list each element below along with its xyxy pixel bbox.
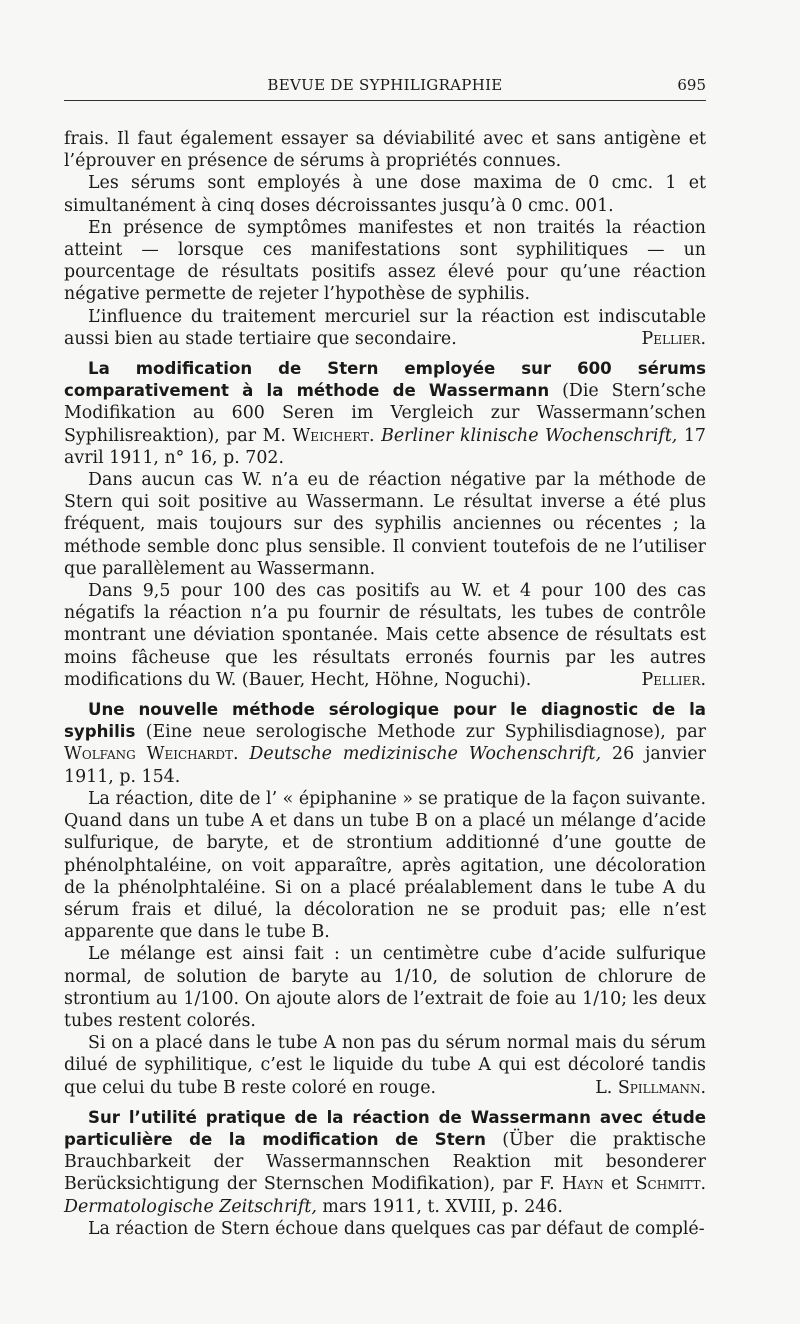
paragraph-text: L’influence du traitement mercuriel sur la réaction est indiscutable aussi bien au stade tertiaire que secondaire. bbox=[64, 306, 706, 349]
journal-title: BEVUE DE SYPHILIGRAPHIE bbox=[267, 76, 503, 94]
paragraph: Le mélange est ainsi fait : un centimètre cube d’acide sulfurique normal, de solution de baryte au 1/10, de solution de chlorure de strontium au 1/100. On ajoute alors de l’extrait de foie au 1/10; les deux tubes restent colorés. bbox=[64, 944, 706, 1031]
signature: Pellier. bbox=[641, 669, 706, 690]
article-reference: (Die Stern’sche Modifikation au 600 Seren im Vergleich zur Wassermann’schen Syphilisreaktion), par M. bbox=[64, 381, 707, 446]
running-header bbox=[64, 74, 706, 101]
page-body bbox=[64, 128, 706, 1240]
article-heading: Une nouvelle méthode sérologique pour le diagnostic de la syphilis (Eine neue serologische Methode zur Syphilisdiagnose), par Wolfang Weichardt. Deutsche medizinische Wochenschrift, 26 janvier 1911, p. 154. bbox=[64, 700, 706, 787]
paragraph-text: Dans 9,5 pour 100 des cas positifs au W. et 4 pour 100 des cas négatifs la réaction n’a pu fournir de résultats, les tubes de contrôle montrant une déviation spontanée. Mais cette absence de résultats est moins fâcheuse que les résultats erronés fournis par les autres modifications du W. (Bauer, Hecht, Höhne, Noguchi). bbox=[64, 581, 706, 690]
publication-date: mars 1911, t. XVIII, p. 246. bbox=[316, 1196, 563, 1217]
signature: L. Spillmann. bbox=[595, 1077, 706, 1098]
paragraph bbox=[64, 1032, 706, 1099]
signature: Pellier. bbox=[641, 328, 706, 349]
publication-date: 26 janvier 1911, p. 154. bbox=[64, 744, 706, 787]
paragraph: Les sérums sont employés à une dose maxima de 0 cmc. 1 et simultanément à cinq doses décroissantes jusqu’à 0 cmc. 001. bbox=[64, 173, 706, 216]
article-author: Schmitt bbox=[635, 1174, 701, 1195]
paragraph: La réaction de Stern échoue dans quelques cas par défaut de complé- bbox=[88, 1218, 705, 1239]
article-author: Weichert bbox=[292, 425, 370, 446]
article-author: Wolfang Weichardt bbox=[64, 744, 233, 765]
paragraph bbox=[64, 580, 706, 691]
article-author: Hayn bbox=[561, 1174, 604, 1195]
article-heading: Sur l’utilité pratique de la réaction de Wassermann avec étude particulière de la modification de Stern (Über die praktische Brauchbarkeit der Wassermannschen Reaktion mit besonderer Berücksichtigung der Sternschen Modifikation), par F. Hayn et Schmitt. Dermatologische Zeitschrift, mars 1911, t. XVIII, p. 246. bbox=[64, 1107, 706, 1217]
journal-name: Dermatologische Zeitschrift, bbox=[64, 1196, 317, 1217]
paragraph-text: Si on a placé dans le tube A non pas du sérum normal mais du sérum dilué de syphilitique, c’est le liquide du tube A qui est décoloré tandis que celui du tube B reste coloré en rouge. bbox=[64, 1033, 706, 1098]
author-conjunction: et bbox=[603, 1174, 636, 1195]
journal-name: Berliner klinische Wochenschrift, bbox=[381, 425, 678, 446]
article-reference: (Eine neue serologische Methode zur Syphilisdiagnose), par bbox=[135, 722, 706, 743]
article-title: Sur l’utilité pratique de la réaction de Wassermann avec étude particulière de la modification de Stern bbox=[64, 1107, 706, 1149]
paragraph: Dans aucun cas W. n’a eu de réaction négative par la méthode de Stern qui soit positive au Wassermann. Le résultat inverse a été plus fréquent, mais toujours sur des syphilis anciennes ou récentes ; la méthode semble donc plus sensible. Il convient toutefois de ne l’utiliser que parallèlement au Wassermann. bbox=[64, 470, 706, 579]
paragraph: frais. Il faut également essayer sa déviabilité avec et sans antigène et l’éprouver en présence de sérums à propriétés connues. bbox=[64, 129, 706, 172]
paragraph: La réaction, dite de l’ « épiphanine » se pratique de la façon suivante. Quand dans un tube A et dans un tube B on a placé un mélange d’acide sulfurique, de baryte, et de strontium additionné d’une goutte de phénolphtaléine, on voit apparaître, après agitation, une décoloration de la phénolphtaléine. Si on a placé préalablement dans le tube A du sérum frais et dilué, la décoloration ne se produit pas; elle n’est apparente que dans le tube B. bbox=[64, 788, 706, 943]
article-title: La modification de Stern employée sur 600 sérums comparativement à la méthode de Wassermann bbox=[64, 359, 706, 401]
paragraph bbox=[64, 306, 706, 350]
publication-date: 17 avril 1911, n° 16, p. 702. bbox=[64, 425, 706, 468]
article-heading: La modification de Stern employée sur 600 sérums comparativement à la méthode de Wassermann (Die Stern’sche Modifikation au 600 Seren im Vergleich zur Wassermann’schen Syphilisreaktion), par M. Weichert. Berliner klinische Wochenschrift, 17 avril 1911, n° 16, p. 702. bbox=[64, 359, 707, 468]
journal-name: Deutsche medizinische Wochenschrift, bbox=[249, 744, 602, 765]
page-number: 695 bbox=[677, 76, 706, 94]
article-title: Une nouvelle méthode sérologique pour le diagnostic de la syphilis bbox=[64, 700, 706, 742]
article-reference: (Über die praktische Brauchbarkeit der Wassermannschen Reaktion mit besonderer Berücksichtigung der Sternschen Modifikation), par F. bbox=[64, 1129, 706, 1195]
paragraph: En présence de symptômes manifestes et non traités la réaction atteint — lorsque ces manifestations sont syphilitiques — un pourcentage de résultats positifs assez élevé pour qu’une réaction négative permette de rejeter l’hypothèse de syphilis. bbox=[64, 217, 706, 305]
